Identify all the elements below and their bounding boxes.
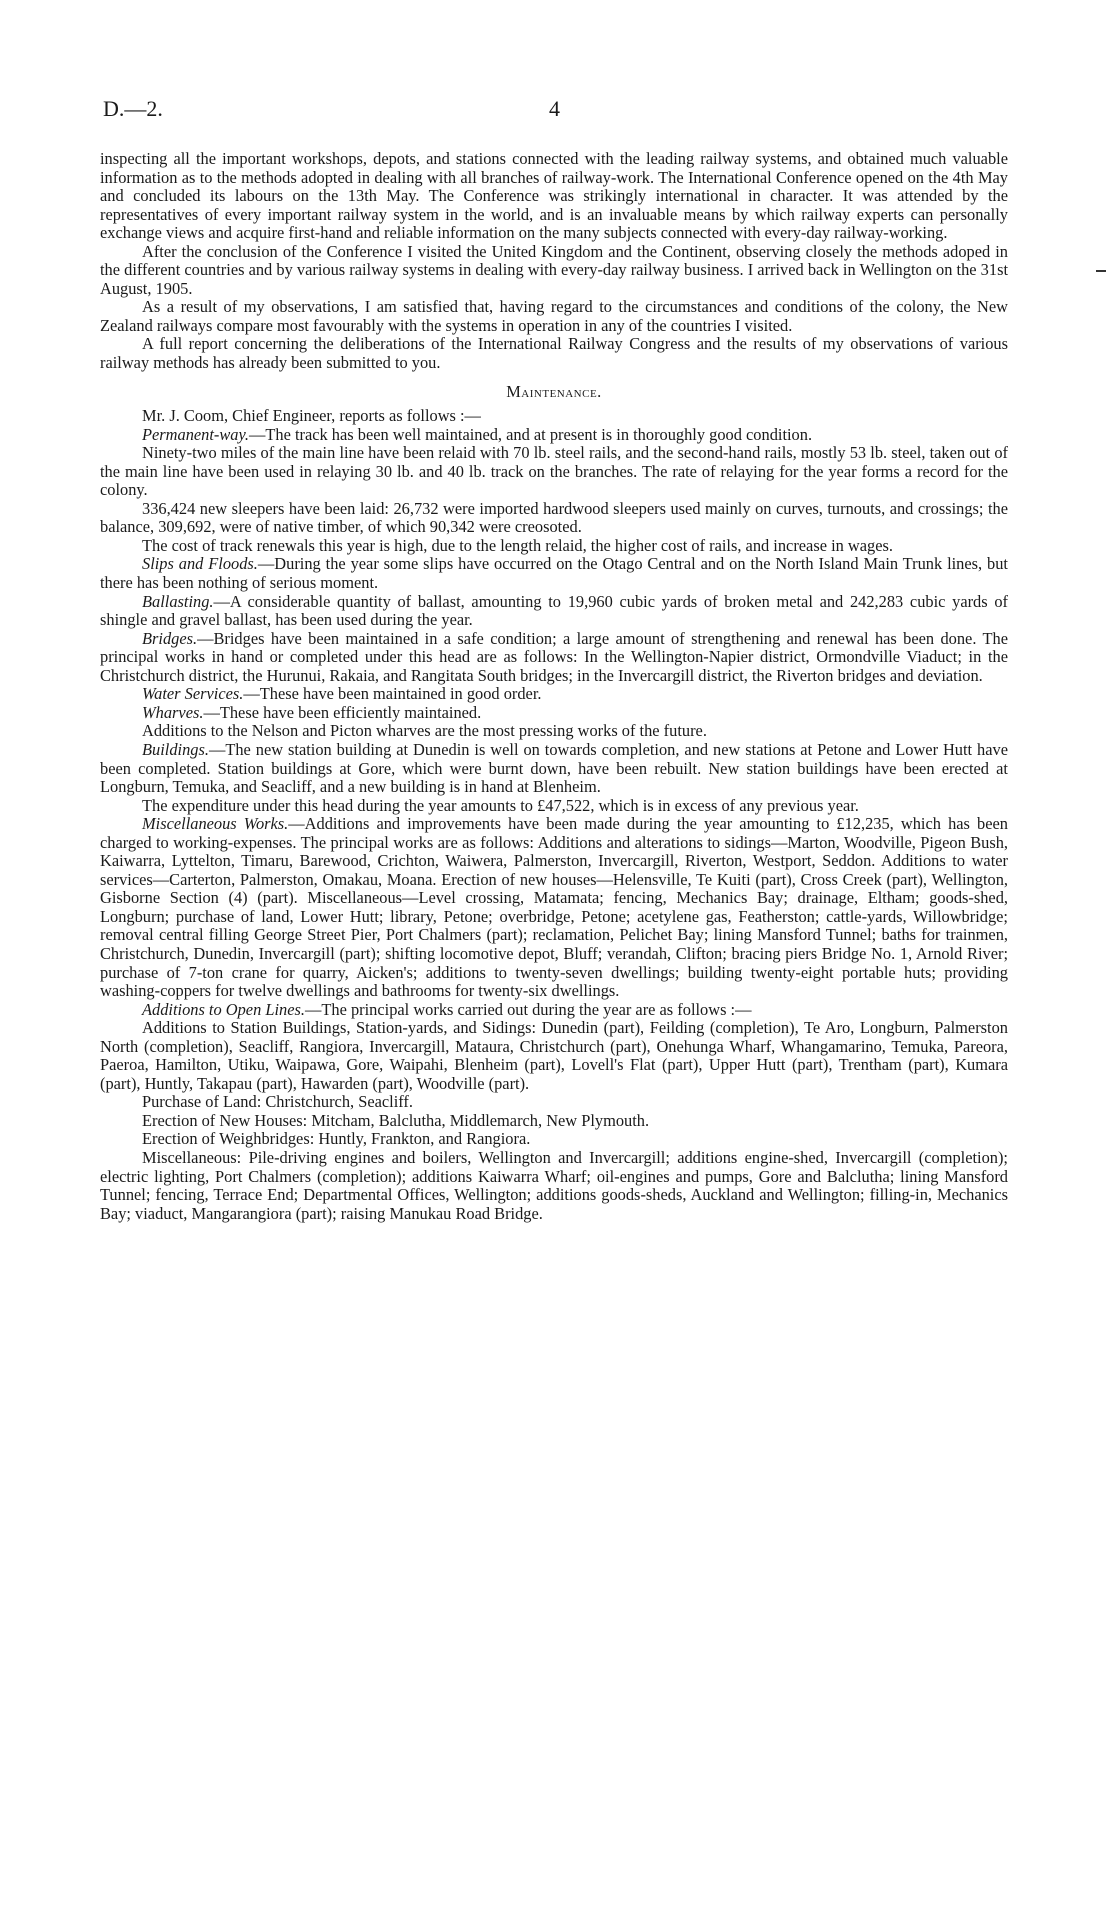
paragraph-expenditure: The expenditure under this head during the year amounts to £47,522, which is in excess of any previous year.	[142, 795, 859, 815]
paragraph-chief-engineer: Mr. J. Coom, Chief Engineer, reports as follows :—	[142, 406, 481, 426]
subhead-bridges: Bridges.	[142, 628, 198, 648]
subhead-buildings: Buildings.	[142, 739, 209, 759]
section-heading-maintenance: Maintenance.	[506, 381, 602, 401]
body-text	[100, 150, 1008, 1223]
page-header	[103, 96, 1003, 128]
subhead-wharves: Wharves.	[142, 702, 204, 722]
paragraph-permanent-way: Permanent-way.—The track has been well maintained, and at present is in thoroughly good condition.	[142, 424, 813, 444]
paragraph-conference: inspecting all the important workshops, depots, and stations connected with the leading railway systems, and obtained much valuable information as to the methods adopted in dealing with all branches of railway-work. The International Conference opened on the 4th May and concluded its labours on the 13th May. The Conference was strikingly international in character. It was attended by the representatives of every important railway system in the world, and is an invaluable means by which railway experts can personally exchange views and acquire first-hand and reliable information on the many subjects connected with every-day railway-working.	[100, 149, 1008, 243]
paragraph-report: A full report concerning the deliberations of the International Railway Congress and the results of my observations of various railway methods has already been submitted to you.	[100, 334, 1008, 373]
paragraph-track-cost: The cost of track renewals this year is high, due to the length relaid, the higher cost of rails, and increase in wages.	[142, 535, 893, 555]
paragraph-water: Water Services.—These have been maintained in good order.	[142, 684, 542, 704]
paragraph-misc-works: Miscellaneous Works.—Additions and improvements have been made during the year amounting to £12,235, which has been charged to working-expenses. The principal works are as follows: Additions and alterations to sidings—Marton, Woodville, Pigeon Bush, Kaiwarra, Lyttelton, Timaru, Barewood, Crichton, Waiwera, Palmerston, Invercargill, Riverton, Westport, Seddon. Additions to water services—Carterton, Palmerston, Omakau, Moana. Erection of new houses—Helensville, Te Kuiti (part), Cross Creek (part), Wellington, Gisborne Section (4) (part). Miscellaneous—Level crossing, Matamata; fencing, Mechanics Bay; drainage, Eltham; goods-shed, Longburn; purchase of land, Lower Hutt; library, Petone; overbridge, Petone; acetylene gas, Featherston; cattle-yards, Willowbridge; removal central filling George Street Pier, Port Chalmers (part); reclamation, Pelichet Bay; lining Mansford Tunnel; baths for trainmen, Christchurch, Dunedin, Invercargill (part); shifting locomotive depot, Bluff; verandah, Clifton; bracing piers Bridge No. 1, Arnold River; purchase of 7-ton crane for quarry, Aicken's; additions to twenty-seven dwellings; building twenty-eight portable huts; providing washing-coppers for twelve dwellings and bathrooms for twenty-six dwellings.	[100, 814, 1008, 1001]
paragraph-bridges: Bridges.—Bridges have been maintained in a safe condition; a large amount of strengthening and renewal has been done. The principal works in hand or completed under this head are as follows: In the Wellington-Napier district, Ormondville Viaduct; in the Christchurch district, the Hurunui, Rakaia, and Rangitata South bridges; in the Invercargill district, the Riverton bridges and deviation.	[100, 628, 1008, 685]
paragraph-wharves: Wharves.—These have been efficiently maintained.	[142, 702, 482, 722]
subhead-water: Water Services.	[142, 684, 244, 704]
paragraph-purchase-land: Purchase of Land: Christchurch, Seacliff.	[142, 1092, 413, 1112]
subhead-permanent-way: Permanent-way.	[142, 424, 249, 444]
document-reference: D.—2.	[103, 96, 163, 121]
paragraph-buildings: Buildings.—The new station building at Dunedin is well on towards completion, and new stations at Petone and Lower Hutt have been completed. Station buildings at Gore, which were burnt down, have been rebuilt. New station buildings have been erected at Longburn, Temuka, and Seacliff, and a new building is in hand at Blenheim.	[100, 739, 1008, 797]
paragraph-sleepers: 336,424 new sleepers have been laid: 26,732 were imported hardwood sleepers used mainly on curves, turnouts, and crossings; the balance, 309,692, were of native timber, of which 90,342 were creosoted.	[100, 498, 1008, 537]
margin-mark	[1096, 270, 1106, 272]
paragraph-rails: Ninety-two miles of the main line have been relaid with 70 lb. steel rails, and the second-hand rails, mostly 53 lb. steel, taken out of the main line have been used in relaying 30 lb. and 40 lb. track on the branches. The rate of relaying for the year forms a record for the colony.	[100, 443, 1008, 500]
paragraph-station-additions: Additions to Station Buildings, Station-yards, and Sidings: Dunedin (part), Feilding (completion), Te Aro, Longburn, Palmerston North (completion), Seacliff, Rangiora, Invercargill, Mataura, Christchurch (part), Onehunga Wharf, Whangamarino, Temuka, Pareora, Paeroa, Hamilton, Utiku, Waipawa, Gore, Waipahi, Blenheim (part), Lovell's Flat (part), Upper Hutt (part), Trentham (part), Kumara (part), Huntly, Takapau (part), Hawarden (part), Woodville (part).	[100, 1018, 1008, 1093]
paragraph-wharf-additions: Additions to the Nelson and Picton wharves are the most pressing works of the future.	[142, 721, 707, 741]
paragraph-ballasting: Ballasting.—A considerable quantity of ballast, amounting to 19,960 cubic yards of broken metal and 242,283 cubic yards of shingle and gravel ballast, has been used during the year.	[100, 591, 1008, 630]
paragraph-travels: After the conclusion of the Conference I visited the United Kingdom and the Continent, observing closely the methods adoped in the different countries and by various railway systems in dealing with every-day railway business. I arrived back in Wellington on the 31st August, 1905.	[100, 241, 1008, 298]
subhead-misc-works: Miscellaneous Works.	[142, 814, 289, 834]
paragraph-observations: As a result of my observations, I am satisfied that, having regard to the circumstances and conditions of the colony, the New Zealand railways compare most favourably with the systems in operation in any of the countries I visited.	[100, 297, 1008, 335]
page-number: 4	[549, 96, 560, 121]
subhead-open-lines: Additions to Open Lines.	[142, 999, 305, 1019]
paragraph-new-houses: Erection of New Houses: Mitcham, Balclutha, Middlemarch, New Plymouth.	[142, 1110, 650, 1130]
paragraph-miscellaneous: Miscellaneous: Pile-driving engines and boilers, Wellington and Invercargill; additions engine-shed, Invercargill (completion); electric lighting, Port Chalmers (completion); additions Kaiwarra Wharf; oil-engines and pumps, Gore and Balclutha; lining Mansford Tunnel; fencing, Terrace End; Departmental Offices, Wellington; additions goods-sheds, Auckland and Wellington; filling-in, Mechanics Bay; viaduct, Mangarangiora (part); raising Manukau Road Bridge.	[100, 1147, 1008, 1223]
paragraph-open-lines: Additions to Open Lines.—The principal works carried out during the year are as follows :—	[142, 999, 752, 1019]
subhead-slips: Slips and Floods.	[142, 554, 258, 574]
paragraph-slips: Slips and Floods.—During the year some slips have occurred on the Otago Central and on the North Island Main Trunk lines, but there has been nothing of serious moment.	[100, 554, 1008, 593]
paragraph-weighbridges: Erection of Weighbridges: Huntly, Frankton, and Rangiora.	[142, 1129, 531, 1149]
subhead-ballasting: Ballasting.	[142, 591, 214, 611]
